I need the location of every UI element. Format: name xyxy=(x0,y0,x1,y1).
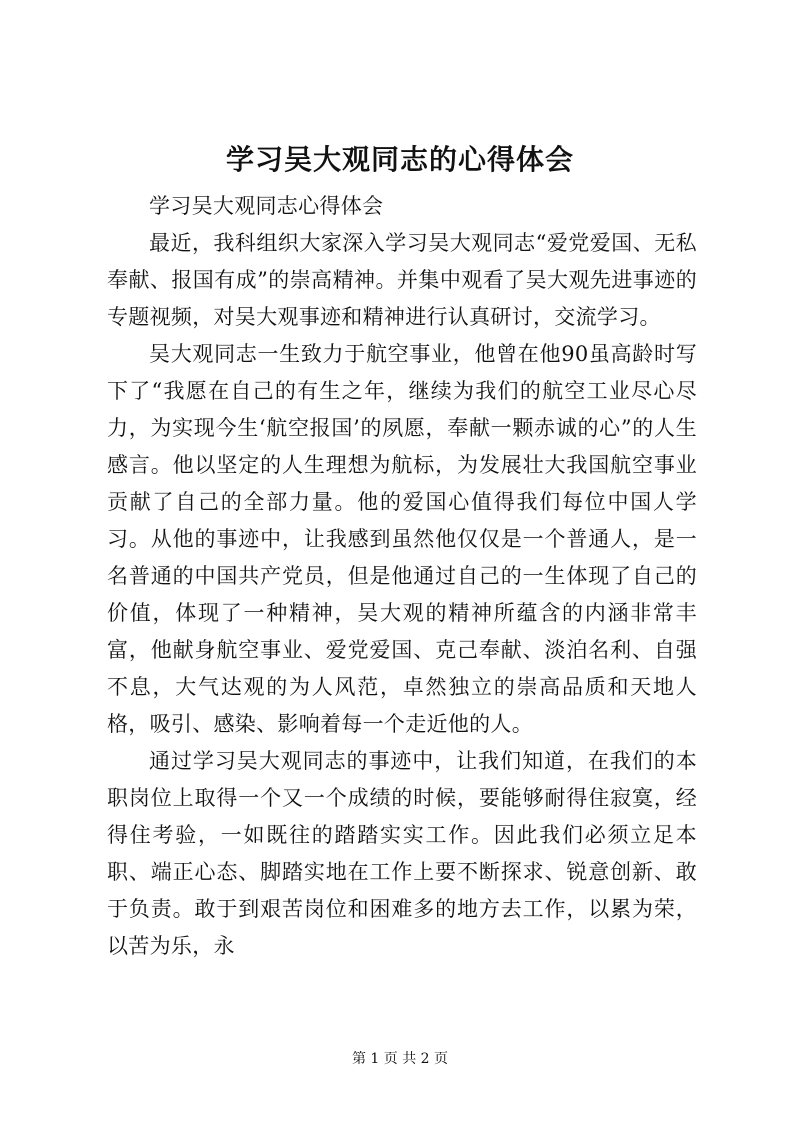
document-title: 学习吴大观同志的心得体会 xyxy=(225,143,574,176)
body-paragraph-1: 最近，我科组织大家深入学习吴大观同志“爱党爱国、无私奉献、报国有成”的崇高精神。并集中观看了吴大观先进事迹的专题视频，对吴大观事迹和精神进行认真研讨，交流学习。 xyxy=(107,231,697,329)
body-paragraph-3: 通过学习吴大观同志的事迹中，让我们知道，在我们的本职岗位上取得一个又一个成绩的时候，要能够耐得住寂寞，经得住考验，一如既往的踏踏实实工作。因此我们必须立足本职、端正心态、脚踏实地在工作上要不断探求、锐意创新、敢于负责。敢于到艰苦岗位和困难多的地方去工作，以累为荣，以苦为乐，永 xyxy=(107,749,697,958)
page-footer: 第 1 页 共 2 页 xyxy=(351,1051,449,1067)
body-paragraph-2: 吴大观同志一生致力于航空事业，他曾在他90虽高龄时写下了“我愿在自己的有生之年，继续为我们的航空工业尽心尽力，为实现今生‘航空报国’的夙愿，奉献一颗赤诚的心”的人生感言。他以坚定的人生理想为航标，为发展壮大我国航空事业贡献了自己的全部力量。他的爱国心值得我们每位中国人学习。从他的事迹中，让我感到虽然他仅仅是一个普通人，是一名普通的中国共产党员，但是他通过自己的一生体现了自己的价值，体现了一种精神，吴大观的精神所蕴含的内涵非常丰富，他献身航空事业、爱党爱国、克己奉献、淡泊名利、自强不息，大气达观的为人风范，卓然独立的崇高品质和天地人格，吸引、感染、影响着每一个走近他的人。 xyxy=(107,342,697,736)
subtitle-paragraph: 学习吴大观同志心得体会 xyxy=(149,194,384,218)
document-body xyxy=(107,188,697,965)
